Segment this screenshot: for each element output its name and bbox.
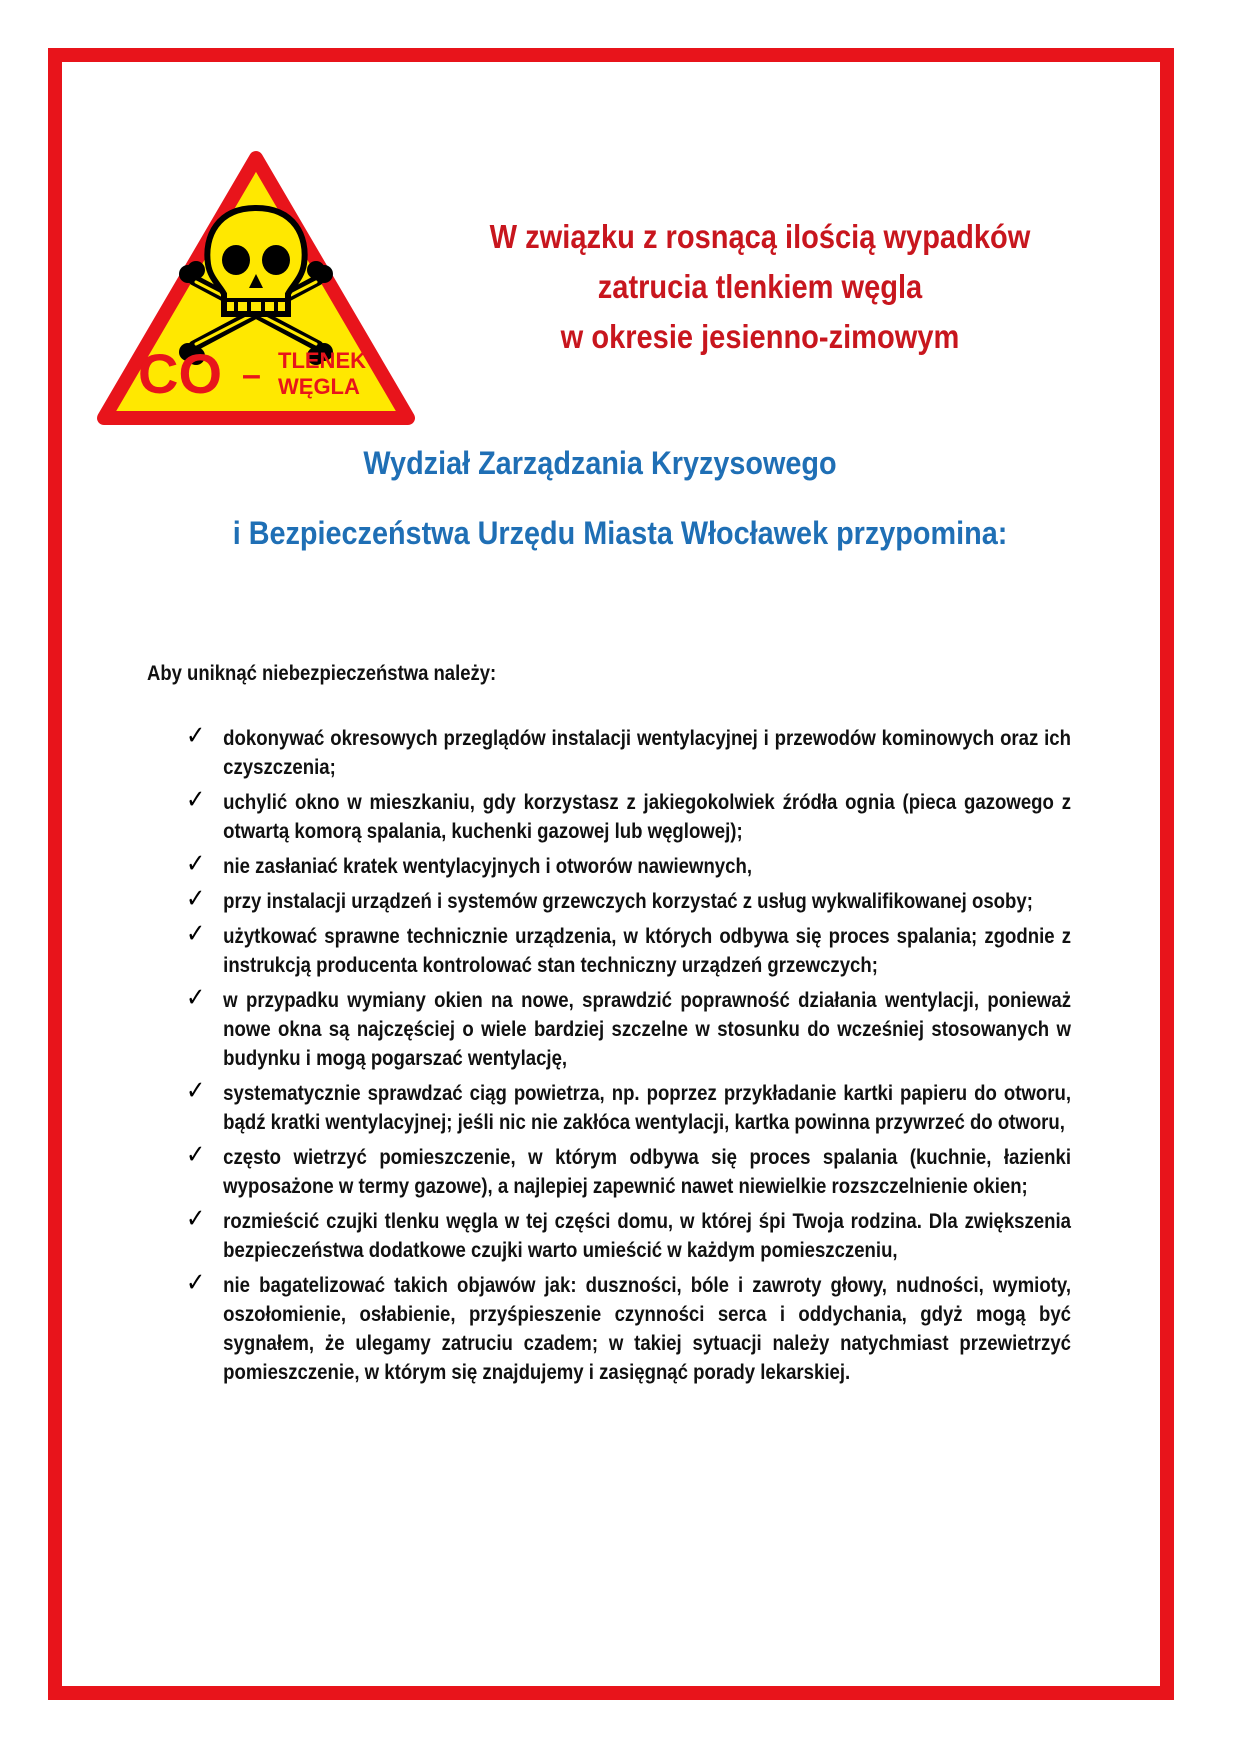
list-item — [186, 1076, 1072, 1137]
tip-text: w przypadku wymiany okien na nowe, sprawdzić poprawność działania wentylacji, ponieważ nowe okna są najczęściej o wiele bardziej szczelne w stosunku do wcześniej stosowanych w budynku i mogą pogarszać wentylację, — [223, 989, 1072, 1070]
checkmark-icon: ✓ — [186, 1268, 206, 1298]
checkmark-icon: ✓ — [186, 884, 206, 914]
checkmark-icon: ✓ — [186, 721, 206, 751]
safety-tips-list — [186, 721, 1072, 1393]
tip-text: uchylić okno w mieszkaniu, gdy korzystasz z jakiegokolwiek źródła ognia (pieca gazowego z otwartą komorą spalania, kuchenki gazowej lub węglowej); — [223, 791, 1072, 843]
checkmark-icon: ✓ — [186, 849, 206, 879]
headline-line-2: zatrucia tlenkiem węgla — [597, 268, 923, 305]
list-item — [186, 884, 1071, 916]
checkmark-icon: ✓ — [186, 1204, 206, 1234]
headline — [461, 212, 1059, 362]
tlenek-label: TLENEK — [278, 348, 366, 373]
checkmark-icon: ✓ — [186, 919, 206, 949]
checkmark-icon: ✓ — [186, 1076, 206, 1106]
checkmark-icon: ✓ — [186, 785, 206, 815]
list-item — [186, 721, 1072, 782]
wegla-label: WĘGLA — [278, 374, 360, 399]
headline-line-1: W związku z rosnącą ilością wypadków — [489, 218, 1031, 255]
tip-text: rozmieścić czujki tlenku węgla w tej części domu, w której śpi Twoja rodzina. Dla zwiększenia bezpieczeństwa dodatkowe czujki warto umieścić w każdym pomieszczeniu, — [223, 1210, 1072, 1262]
department-name-line-2: i Bezpieczeństwa Urzędu Miasta Włocławek przypomina: — [232, 515, 1008, 551]
tip-text: nie zasłaniać kratek wentylacyjnych i otworów nawiewnych, — [223, 855, 752, 878]
list-item — [186, 1140, 1072, 1201]
checkmark-icon: ✓ — [186, 983, 206, 1013]
co-label: CO — [138, 342, 222, 405]
list-item — [186, 1204, 1072, 1265]
tip-text: często wietrzyć pomieszczenie, w którym odbywa się proces spalania (kuchnie, łazienki wyposażone w termy gazowe), a najlepiej zapewnić nawet niewielkie rozszczelnienie okien; — [223, 1146, 1072, 1198]
department-name-line-1: Wydział Zarządzania Kryzysowego — [363, 445, 837, 481]
checkmark-icon: ✓ — [186, 1140, 206, 1170]
co-dash: – — [242, 356, 261, 394]
tips-intro: Aby uniknąć niebezpieczeństwa należy: — [147, 662, 497, 685]
tip-text: systematycznie sprawdzać ciąg powietrza, np. poprzez przykładanie kartki papieru do otworu, bądź kratki wentylacyjnej; jeśli nic nie zakłóca wentylacji, kartka powinna przywrzeć do otworu, — [223, 1082, 1072, 1134]
list-item — [186, 1268, 1072, 1387]
tip-text: nie bagatelizować takich objawów jak: duszności, bóle i zawroty głowy, nudności, wymioty, oszołomienie, osłabienie, przyśpieszenie czynności serca i oddychania, gdyż mogą być sygnałem, że ulegamy zatruciu czadem; w takiej sytuacji należy natychmiast przewietrzyć pomieszczenie, w którym się znajdujemy i zasięgnąć porady lekarskiej. — [223, 1274, 1072, 1384]
list-item — [186, 919, 1072, 980]
tip-text: dokonywać okresowych przeglądów instalacji wentylacyjnej i przewodów kominowych oraz ich czyszczenia; — [223, 727, 1072, 779]
headline-line-3: w okresie jesienno-zimowym — [560, 318, 960, 355]
list-item — [186, 785, 1072, 846]
co-warning-sign — [96, 148, 416, 430]
list-item — [186, 849, 1071, 881]
list-item — [186, 983, 1072, 1073]
tip-text: użytkować sprawne technicznie urządzenia, w których odbywa się proces spalania; zgodnie z instrukcją producenta kontrolować stan techniczny urządzeń grzewczych; — [223, 925, 1072, 977]
tip-text: przy instalacji urządzeń i systemów grzewczych korzystać z usług wykwalifikowanej osoby; — [223, 890, 1033, 913]
